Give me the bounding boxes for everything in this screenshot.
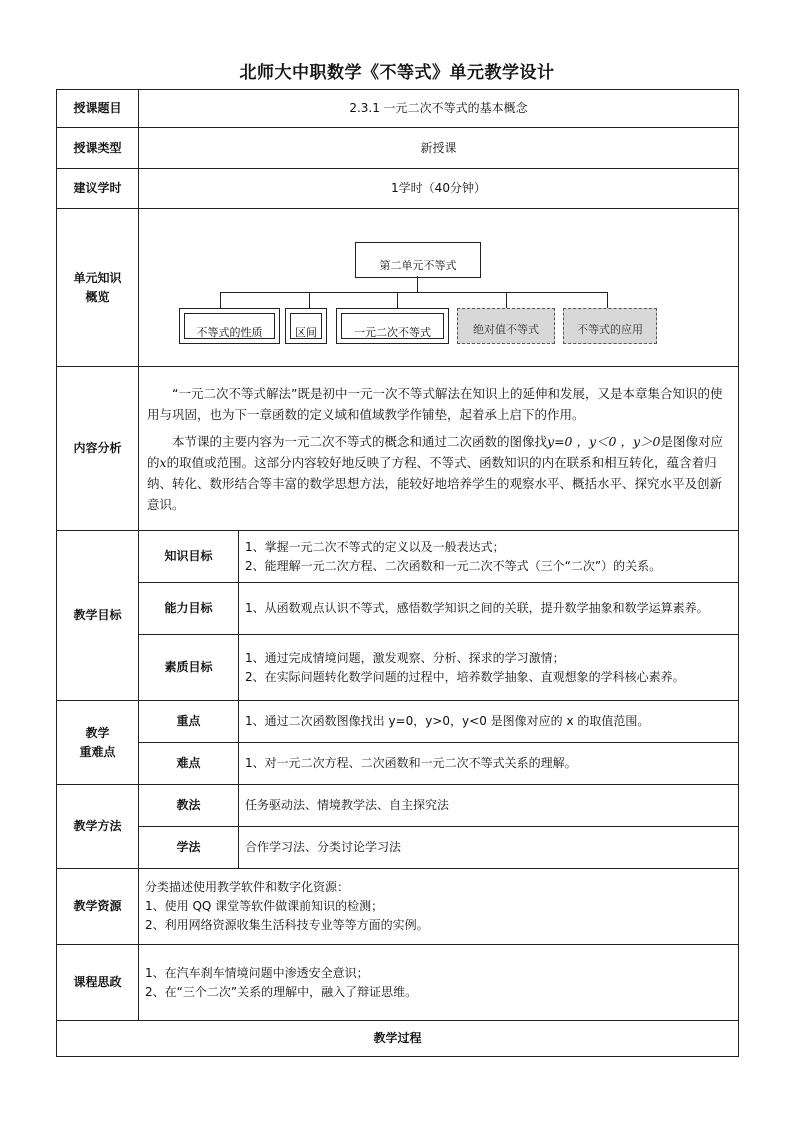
resources-label: 教学资源 bbox=[57, 869, 139, 945]
type-value: 新授课 bbox=[139, 128, 739, 169]
row-key-difficulty bbox=[57, 743, 739, 785]
hours-value: 1学时（40分钟） bbox=[139, 169, 739, 209]
overview-label-line1: 单元知识 bbox=[73, 270, 122, 285]
learning-method-content: 合作学习法、分类讨论学习法 bbox=[239, 827, 739, 869]
row-goal-quality bbox=[57, 635, 739, 701]
analysis-paragraph-1: “一元二次不等式解法”既是初中一元一次不等式解法在知识上的延伸和发展，又是本章集合知识的使用与巩固，也为下一章函数的定义域和值域教学作铺垫，起着承上启下的作用。 bbox=[147, 385, 723, 422]
diagram-connector bbox=[417, 276, 418, 292]
row-ideology bbox=[57, 945, 739, 1021]
row-analysis bbox=[57, 367, 739, 531]
process-heading: 教学过程 bbox=[57, 1021, 739, 1057]
design-table bbox=[56, 89, 739, 1057]
hours-label: 建议学时 bbox=[57, 169, 139, 209]
diagram-node-inequality-application: 不等式的应用 bbox=[563, 308, 657, 344]
goals-label: 教学目标 bbox=[57, 531, 139, 701]
analysis-content bbox=[139, 367, 739, 531]
knowledge-structure-diagram bbox=[139, 212, 738, 364]
teaching-method-content: 任务驱动法、情境教学法、自主探究法 bbox=[239, 785, 739, 827]
topic-label: 授课题目 bbox=[57, 90, 139, 128]
quality-goal-content: 1、通过完成情境问题，激发观察、分析、探求的学习激情； 2、在实际问题转化数学问题的过程中，培养数学抽象、直观想象的学科核心素养。 bbox=[239, 635, 739, 701]
diagram-connector bbox=[397, 292, 398, 308]
diagram-connector bbox=[506, 292, 507, 308]
key-label: 教学 重难点 bbox=[57, 701, 139, 785]
row-topic bbox=[57, 90, 739, 128]
page-title: 北师大中职数学《不等式》单元教学设计 bbox=[239, 63, 555, 83]
overview-diagram-cell bbox=[139, 209, 739, 367]
ability-goal-content: 1、从函数观点认识不等式，感悟数学知识之间的关联，提升数学抽象和数学运算素养。 bbox=[239, 583, 739, 635]
difficulty-content: 1、对一元二次方程、二次函数和一元二次不等式关系的理解。 bbox=[239, 743, 739, 785]
diagram-connector bbox=[607, 292, 608, 308]
row-process bbox=[57, 1021, 739, 1057]
learning-method-label: 学法 bbox=[139, 827, 239, 869]
row-type bbox=[57, 128, 739, 169]
row-key-focus bbox=[57, 701, 739, 743]
diagram-connector bbox=[309, 292, 310, 308]
row-goal-ability bbox=[57, 583, 739, 635]
quality-goal-label: 素质目标 bbox=[139, 635, 239, 701]
overview-label bbox=[57, 209, 139, 367]
focus-label: 重点 bbox=[139, 701, 239, 743]
analysis-paragraph-2: 本节课的主要内容为一元二次不等式的概念和通过二次函数的图像找y=0 ，y＜0 ，y＞0是图像对应的x的取值或范围。这部分内容较好地反映了方程、不等式、函数知识的内在联系和相互转化，蕴含着归纳、转化、数形结合等丰富的数学思想方法，能较好地培养学生的观察水平、概括水平、探究水平及创新意识。 bbox=[147, 433, 723, 512]
ability-goal-label: 能力目标 bbox=[139, 583, 239, 635]
row-goal-knowledge bbox=[57, 531, 739, 583]
teaching-method-label: 教法 bbox=[139, 785, 239, 827]
diagram-branch-line bbox=[220, 292, 607, 293]
resources-content: 分类描述使用教学软件和数字化资源： 1、使用 QQ 课堂等软件做课前知识的检测； 2、利用网络资源收集生活科技专业等等方面的实例。 bbox=[139, 869, 739, 945]
diagram-node-interval: 区间 bbox=[285, 308, 327, 344]
diagram-root-node: 第二单元不等式 bbox=[355, 242, 481, 278]
type-label: 授课类型 bbox=[57, 128, 139, 169]
methods-label: 教学方法 bbox=[57, 785, 139, 869]
focus-content: 1、通过二次函数图像找出 y=0，y>0，y<0 是图像对应的 x 的取值范围。 bbox=[239, 701, 739, 743]
knowledge-goal-label: 知识目标 bbox=[139, 531, 239, 583]
row-method-learn bbox=[57, 827, 739, 869]
ideology-content: 1、在汽车刹车情境问题中渗透安全意识； 2、在“三个二次”关系的理解中，融入了辩证思维。 bbox=[139, 945, 739, 1021]
overview-label-line2: 概览 bbox=[85, 289, 110, 304]
row-resources bbox=[57, 869, 739, 945]
diagram-connector bbox=[220, 292, 221, 308]
row-overview bbox=[57, 209, 739, 367]
diagram-node-absolute-inequality: 绝对值不等式 bbox=[457, 308, 555, 344]
topic-value: 2.3.1 一元二次不等式的基本概念 bbox=[139, 90, 739, 128]
diagram-node-quadratic-inequality: 一元二次不等式 bbox=[336, 308, 449, 344]
difficulty-label: 难点 bbox=[139, 743, 239, 785]
analysis-label: 内容分析 bbox=[57, 367, 139, 531]
row-method-teach bbox=[57, 785, 739, 827]
diagram-node-inequality-properties: 不等式的性质 bbox=[179, 308, 280, 344]
ideology-label: 课程思政 bbox=[57, 945, 139, 1021]
knowledge-goal-content: 1、掌握一元二次不等式的定义以及一般表达式； 2、能理解一元二次方程、二次函数和一元二次不等式（三个“二次”）的关系。 bbox=[239, 531, 739, 583]
row-hours bbox=[57, 169, 739, 209]
